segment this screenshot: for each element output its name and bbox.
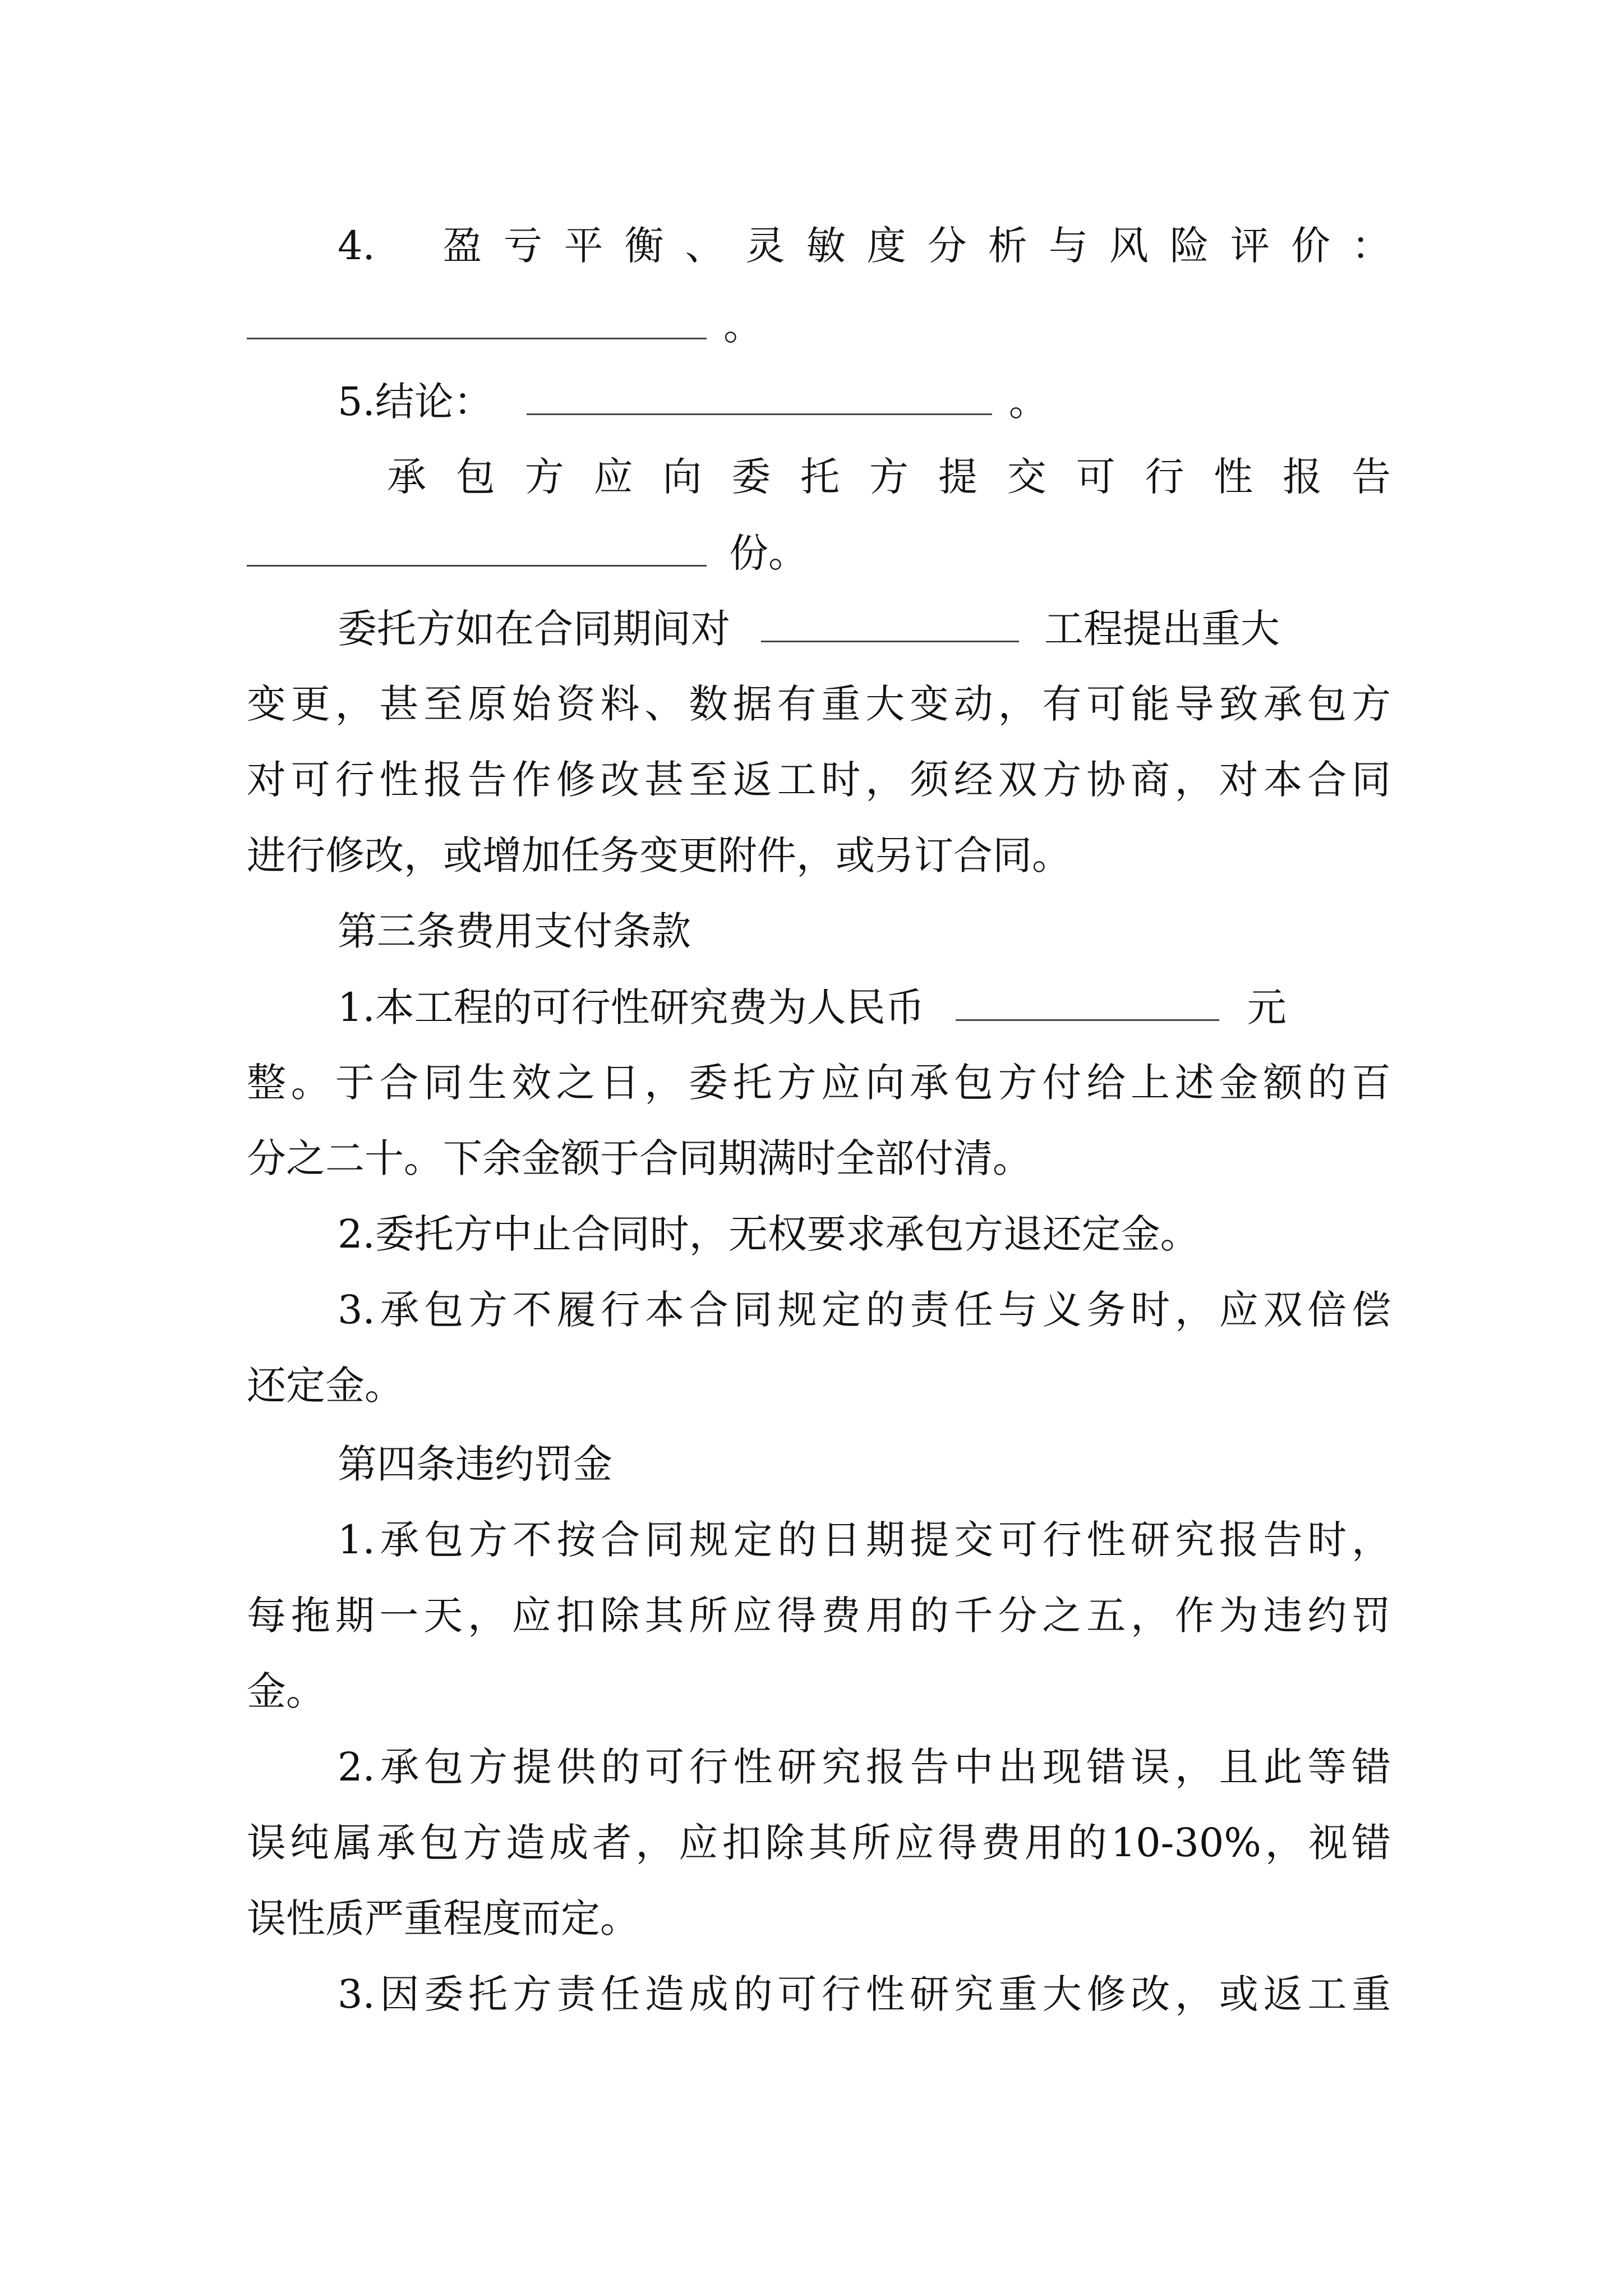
text-run: 4. 盈亏平衡、灵敏度分析与风险评价： <box>338 223 1391 269</box>
paragraph-line <box>247 1815 1391 1871</box>
paragraph-line <box>338 1512 1391 1568</box>
text-run: 2.承包方提供的可行性研究报告中出现错误，且此等错 <box>338 1744 1391 1790</box>
text-run: 元 <box>1247 984 1287 1030</box>
text-run: 第三条费用支付条款 <box>338 908 691 954</box>
fill-in-blank[interactable] <box>527 373 992 415</box>
text-run: 还定金。 <box>247 1363 404 1409</box>
paragraph-line <box>338 1739 1391 1795</box>
text-run: 1.承包方不按合同规定的日期提交可行性研究报告时， <box>338 1517 1391 1563</box>
text-run: 3.因委托方责任造成的可行性研究重大修改，或返工重 <box>338 1971 1391 2017</box>
text-run: 1.本工程的可行性研究费为人民币 <box>338 984 925 1030</box>
text-run: 对可行性报告作修改甚至返工时，须经双方协商，对本合同 <box>247 757 1391 803</box>
text-run: 份。 <box>729 530 808 576</box>
paragraph-line <box>247 676 1391 732</box>
paragraph-line <box>247 1663 1391 1719</box>
paragraph-line <box>247 1588 1391 1644</box>
text-run: 。 <box>723 303 763 349</box>
paragraph-line <box>338 1282 1391 1338</box>
paragraph-line <box>338 600 1482 657</box>
text-run: 工程提出重大 <box>1044 606 1280 652</box>
fill-in-blank[interactable] <box>247 297 707 339</box>
text-run: 分之二十。下余金额于合同期满时全部付清。 <box>247 1135 1032 1181</box>
paragraph-line <box>247 752 1391 808</box>
text-run: 第四条违约罚金 <box>338 1441 612 1487</box>
paragraph-line <box>338 218 1391 274</box>
text-run: 整。于合同生效之日，委托方应向承包方付给上述金额的百 <box>247 1060 1391 1106</box>
paragraph-line <box>338 1206 1482 1262</box>
text-run: 进行修改，或增加任务变更附件，或另订合同。 <box>247 832 1071 878</box>
section-heading <box>338 1436 1482 1492</box>
paragraph-line <box>247 1130 1391 1186</box>
text-run: 。 <box>1008 379 1048 425</box>
section-heading <box>338 903 1482 959</box>
text-run: 3.承包方不履行本合同规定的责任与义务时，应双倍偿 <box>338 1287 1391 1333</box>
text-run: 误性质严重程度而定。 <box>247 1895 639 1941</box>
paragraph-line <box>247 297 1391 354</box>
fill-in-blank[interactable] <box>761 600 1019 642</box>
text-run: 每拖期一天，应扣除其所应得费用的千分之五，作为违约罚 <box>247 1593 1391 1639</box>
text-run: 2.委托方中止合同时，无权要求承包方退还定金。 <box>338 1211 1200 1257</box>
paragraph-line <box>247 1358 1391 1414</box>
text-run: 误纯属承包方造成者，应扣除其所应得费用的10-30%，视错 <box>247 1820 1391 1866</box>
fill-in-blank[interactable] <box>247 524 707 567</box>
paragraph-line <box>387 449 1391 505</box>
text-run: 变更，甚至原始资料、数据有重大变动，有可能导致承包方 <box>247 681 1391 727</box>
text-run: 委托方如在合同期间对 <box>338 606 730 652</box>
paragraph-line <box>338 1966 1391 2022</box>
paragraph-line <box>247 827 1391 884</box>
paragraph-line <box>247 524 1391 581</box>
paragraph-line <box>338 373 1482 430</box>
text-run: 5.结论： <box>338 379 493 425</box>
text-run: 承包方应向委托方提交可行性报告 <box>387 454 1391 500</box>
paragraph-line <box>247 1890 1391 1947</box>
paragraph-line <box>338 979 1482 1036</box>
fill-in-blank[interactable] <box>956 979 1219 1021</box>
text-run: 金。 <box>247 1668 325 1714</box>
paragraph-line <box>247 1055 1391 1111</box>
